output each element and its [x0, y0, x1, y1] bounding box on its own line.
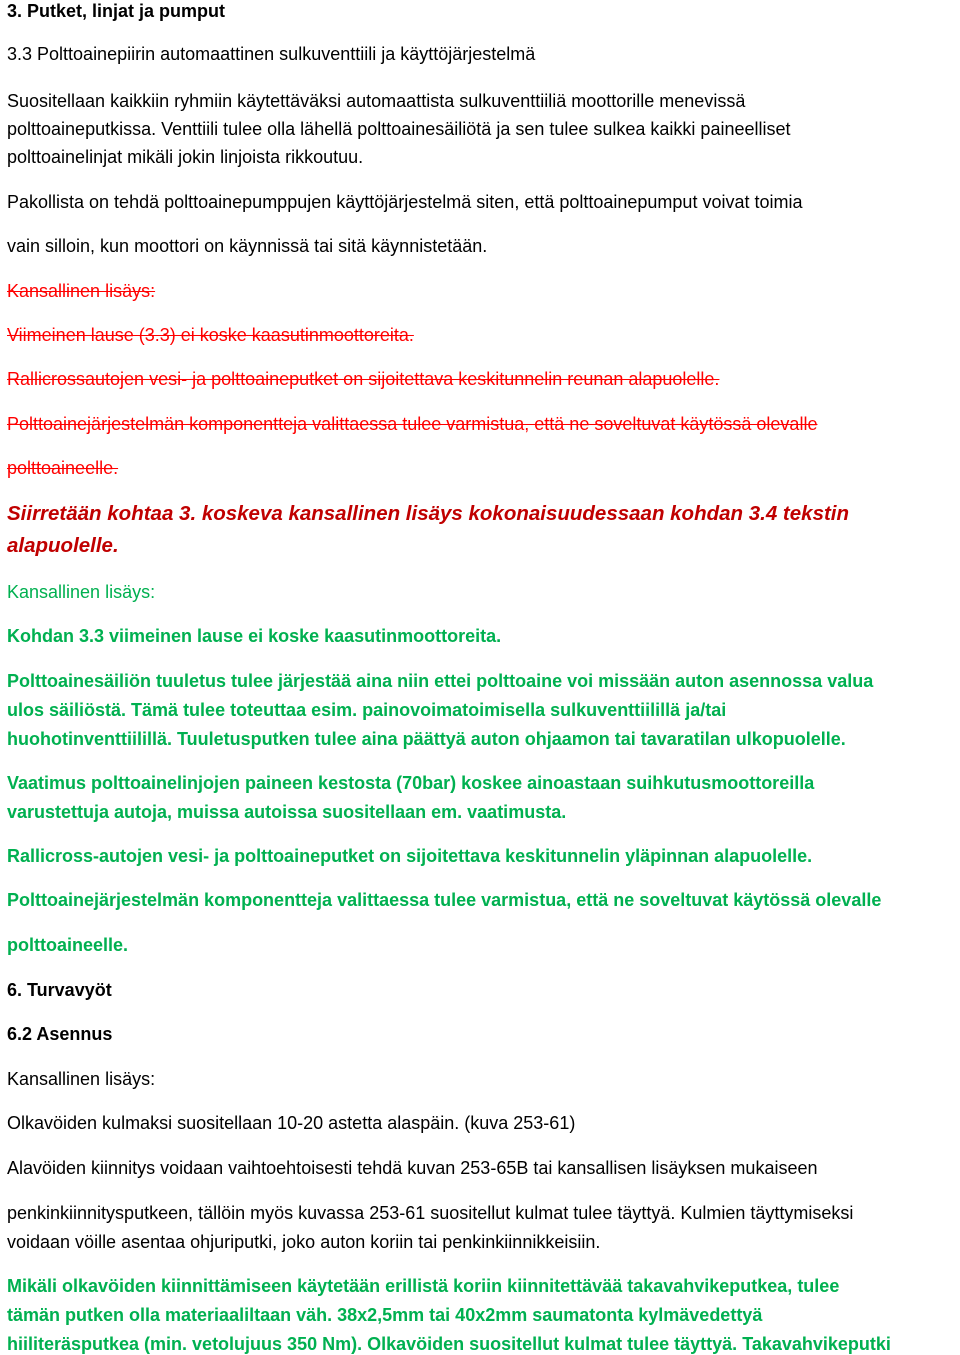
paragraph-line: Pakollista on tehdä polttoainepumppujen käyttöjärjestelmä siten, että polttoainepumput voivat toimia [7, 192, 803, 212]
paragraph-line: vain silloin, kun moottori on käynnissä tai sitä käynnistetään. [7, 236, 488, 256]
green-line: Polttoainesäiliön tuuletus tulee järjestää aina niin ettei polttoaine voi missään auton asennossa valua [7, 671, 874, 691]
paragraph-line: Olkavöiden kulmaksi suositellaan 10-20 astetta alaspäin. (kuva 253-61) [7, 1113, 576, 1133]
green-line: ulos säiliöstä. Tämä tulee toteuttaa esim. painovoimatoimisella sulkuventtiilillä ja/tai [7, 700, 727, 720]
paragraph-line: Alavöiden kiinnitys voidaan vaihtoehtoisesti tehdä kuvan 253-65B tai kansallisen lisäyksen mukaiseen [7, 1158, 818, 1178]
national-heading: Kansallinen lisäys: [7, 582, 156, 602]
moved-note: alapuolelle. [7, 534, 119, 557]
struck-line: Rallicrossautojen vesi- ja polttoaineputket on sijoitettava keskitunnelin reunan alapuolelle. [7, 369, 720, 389]
green-line: Rallicross-autojen vesi- ja polttoaineputket on sijoitettava keskitunnelin yläpinnan alapuolelle. [7, 846, 813, 866]
struck-line: Polttoainejärjestelmän komponentteja valittaessa tulee varmistua, että ne soveltuvat käytössä olevalle [7, 414, 818, 434]
struck-line: polttoaineelle. [7, 458, 119, 478]
paragraph-line: voidaan vöille asentaa ohjuriputki, joko auton koriin tai penkinkiinnikkeisiin. [7, 1232, 601, 1252]
subsection-heading: 6.2 Asennus [7, 1024, 113, 1044]
green-line: huohotinventtiilillä. Tuuletusputken tulee aina päättyä auton ohjaamon tai tavaratilan ulkopuolelle. [7, 729, 846, 749]
green-line: varustettuja autoja, muissa autoissa suositellaan em. vaatimusta. [7, 802, 567, 822]
green-line: polttoaineelle. [7, 935, 129, 955]
green-line: Polttoainejärjestelmän komponentteja valittaessa tulee varmistua, että ne soveltuvat käytössä olevalle [7, 890, 882, 910]
national-heading: Kansallinen lisäys: [7, 1069, 156, 1089]
section-heading: 3. Putket, linjat ja pumput [7, 1, 226, 21]
struck-line: Viimeinen lause (3.3) ei koske kaasutinmoottoreita. [7, 325, 414, 345]
struck-heading: Kansallinen lisäys: [7, 281, 156, 301]
section-heading: 6. Turvavyöt [7, 980, 112, 1000]
green-line: Mikäli olkavöiden kiinnittämiseen käytetään erillistä koriin kiinnitettävää takavahvikeputkea, tulee [7, 1276, 840, 1296]
moved-note: Siirretään kohtaa 3. koskeva kansallinen lisäys kokonaisuudessaan kohdan 3.4 tekstin [7, 502, 850, 525]
paragraph-line: polttoainelinjat mikäli jokin linjoista rikkoutuu. [7, 147, 364, 167]
subsection-heading: 3.3 Polttoainepiirin automaattinen sulkuventtiili ja käyttöjärjestelmä [7, 44, 536, 64]
green-line: tämän putken olla materiaaliltaan väh. 38x2,5mm tai 40x2mm saumatonta kylmävedettyä [7, 1305, 763, 1325]
paragraph-line: penkinkiinnitysputkeen, tällöin myös kuvassa 253-61 suositellut kulmat tulee täyttyä. Kulmien täyttymiseksi [7, 1203, 854, 1223]
green-line: Vaatimus polttoainelinjojen paineen kestosta (70bar) koskee ainoastaan suihkutusmoottoreilla [7, 773, 815, 793]
paragraph-line: Suositellaan kaikkiin ryhmiin käytettäväksi automaattista sulkuventtiiliä moottorille menevissä [7, 91, 746, 111]
green-line: hiiliteräsputkea (min. vetolujuus 350 Nm). Olkavöiden suositellut kulmat tulee täyttyä. Takavahvikeputki [7, 1334, 891, 1354]
paragraph-line: polttoaineputkissa. Venttiili tulee olla lähellä polttoainesäiliötä ja sen tulee sulkea kaikki paineelliset [7, 119, 791, 139]
green-line: Kohdan 3.3 viimeinen lause ei koske kaasutinmoottoreita. [7, 626, 502, 646]
